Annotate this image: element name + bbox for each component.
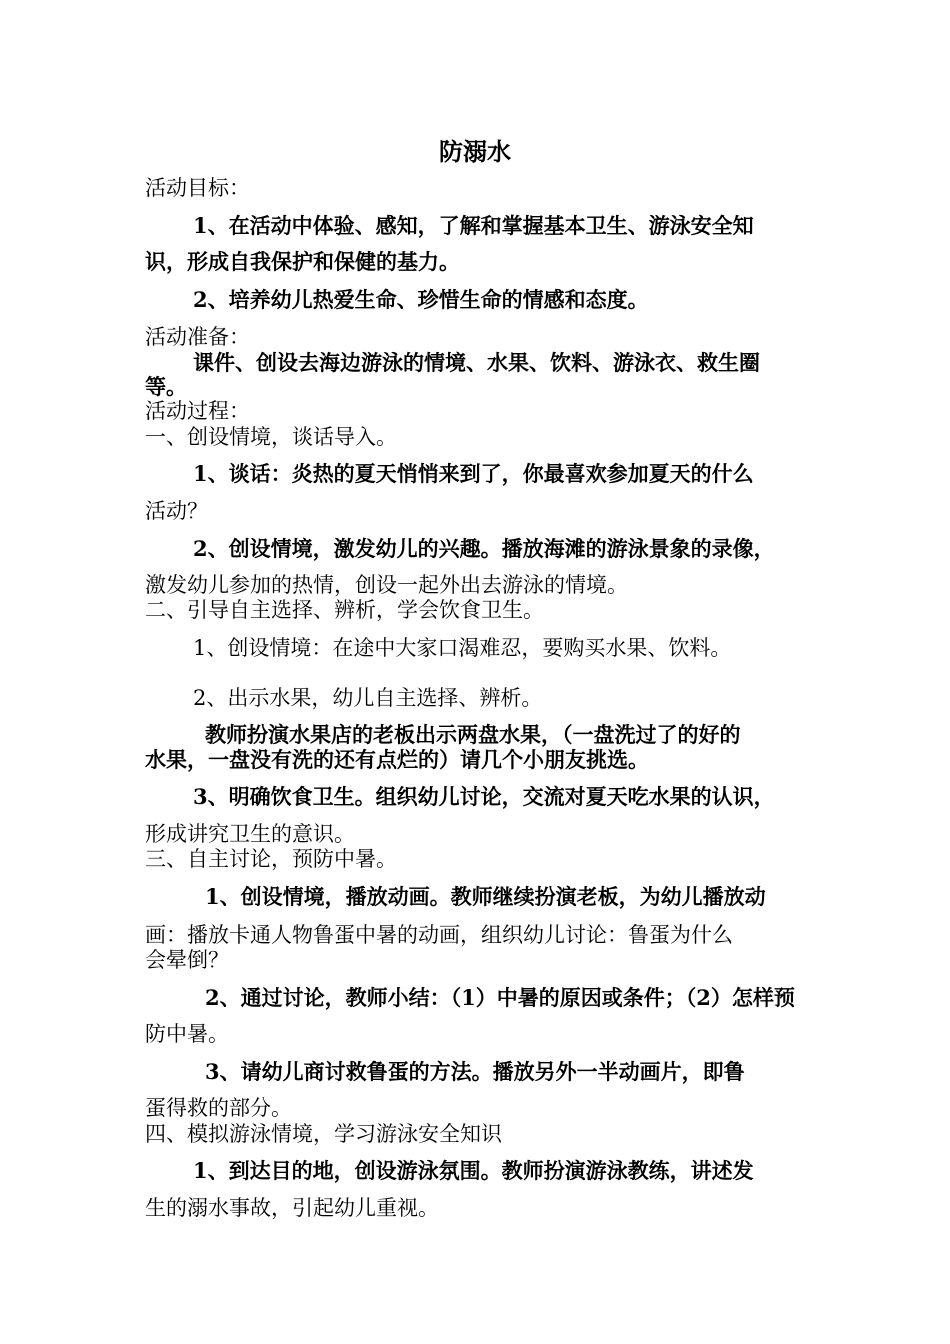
paragraph-line: 形成讲究卫生的意识。 xyxy=(145,822,355,846)
paragraph-line: 激发幼儿参加的热情，创设一起外出去游泳的情境。 xyxy=(145,573,628,597)
paragraph-line: 活动？ xyxy=(145,499,208,523)
paragraph-line: 2、创设情境，激发幼儿的兴趣。播放海滩的游泳景象的录像， xyxy=(193,536,775,561)
paragraph-line: 防中暑。 xyxy=(145,1022,229,1046)
paragraph-line: 会晕倒？ xyxy=(145,948,229,972)
paragraph-line: 生的溺水事故，引起幼儿重视。 xyxy=(145,1196,439,1220)
step-heading-4: 四、模拟游泳情境，学习游泳安全知识 xyxy=(145,1122,502,1146)
paragraph-line: 课件、创设去海边游泳的情境、水果、饮料、游泳衣、救生圈 xyxy=(193,350,760,375)
paragraph-line: 1、到达目的地，创设游泳氛围。教师扮演游泳教练，讲述发 xyxy=(193,1158,754,1183)
paragraph-line: 3、明确饮食卫生。组织幼儿讨论，交流对夏天吃水果的认识， xyxy=(193,784,775,809)
paragraph-line: 3、请幼儿商讨救鲁蛋的方法。播放另外一半动画片，即鲁 xyxy=(205,1059,745,1084)
section-heading-goals: 活动目标： xyxy=(145,176,250,200)
paragraph-line: 2、通过讨论，教师小结：（1）中暑的原因或条件；（2）怎样预 xyxy=(205,985,795,1010)
section-heading-preparation: 活动准备： xyxy=(145,325,250,349)
paragraph-line: 1、谈话：炎热的夏天悄悄来到了，你最喜欢参加夏天的什么 xyxy=(193,461,754,486)
step-heading-1: 一、创设情境，谈话导入。 xyxy=(145,425,397,449)
document-title: 防溺水 xyxy=(439,137,511,166)
paragraph-line: 等。 xyxy=(145,374,187,399)
section-heading-process: 活动过程： xyxy=(145,399,250,423)
paragraph-line: 2、培养幼儿热爱生命、珍惜生命的情感和态度。 xyxy=(193,287,649,312)
paragraph-line: 教师扮演水果店的老板出示两盘水果，（一盘洗过了的好的 xyxy=(205,722,741,747)
step-heading-3: 三、自主讨论，预防中暑。 xyxy=(145,847,397,871)
paragraph-line: 水果，一盘没有洗的还有点烂的）请几个小朋友挑选。 xyxy=(145,747,649,772)
paragraph-line: 识，形成自我保护和保健的基力。 xyxy=(145,249,460,274)
paragraph-line: 2、出示水果，幼儿自主选择、辨析。 xyxy=(193,686,543,710)
paragraph-line: 1、创设情境：在途中大家口渴难忍，要购买水果、饮料。 xyxy=(193,636,732,660)
step-heading-2: 二、引导自主选择、辨析，学会饮食卫生。 xyxy=(145,598,544,622)
paragraph-line: 1、创设情境，播放动画。教师继续扮演老板，为幼儿播放动 xyxy=(205,884,766,909)
paragraph-line: 1、在活动中体验、感知，了解和掌握基本卫生、游泳安全知 xyxy=(193,213,754,238)
paragraph-line: 蛋得救的部分。 xyxy=(145,1096,292,1120)
paragraph-line: 画：播放卡通人物鲁蛋中暑的动画，组织幼儿讨论：鲁蛋为什么 xyxy=(145,923,733,947)
